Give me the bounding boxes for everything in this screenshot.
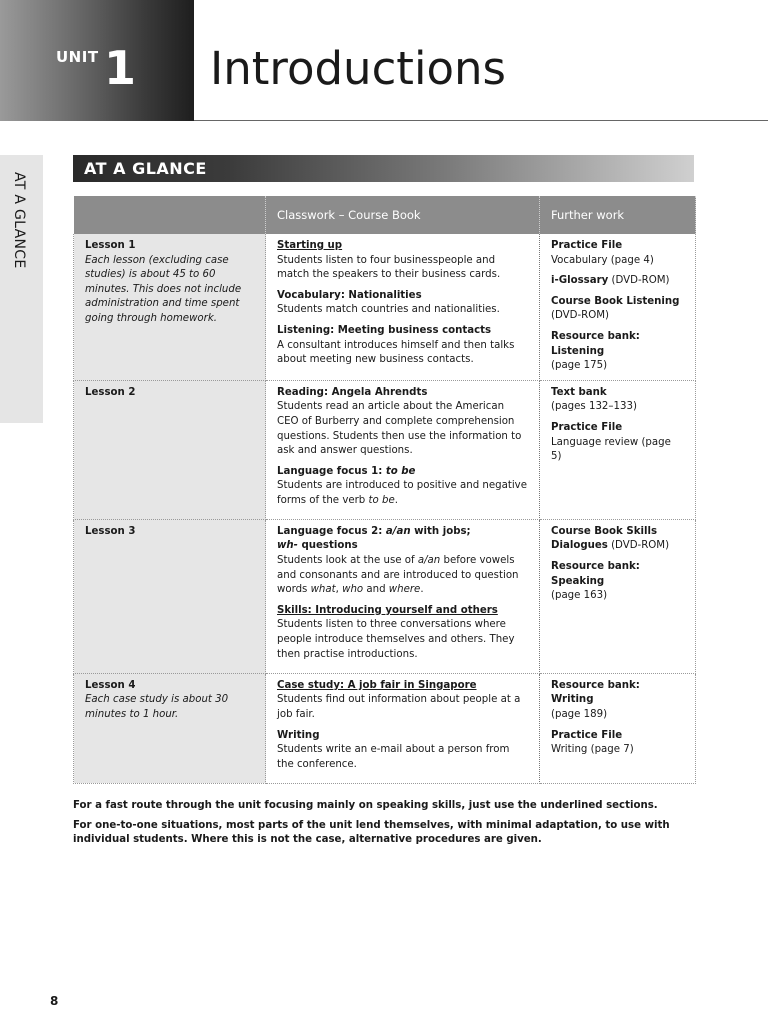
table-row	[74, 234, 696, 380]
classwork-item-text: Students find out information about people at a job fair.	[277, 694, 521, 720]
side-tab-label: AT A GLANCE	[11, 172, 27, 269]
classwork-item-text	[277, 554, 528, 598]
classwork-item	[277, 289, 528, 318]
lesson-cell	[74, 519, 266, 673]
further-work-detail: (page 189)	[551, 708, 608, 720]
further-work-title: Resource bank: Listening	[551, 330, 640, 357]
further-work-cell	[540, 380, 696, 519]
further-work-detail: (page 163)	[551, 590, 608, 602]
further-work-cell	[540, 673, 696, 783]
classwork-item-title: Starting up	[277, 240, 343, 251]
lesson-cell	[74, 234, 266, 380]
classwork-item-text: A consultant introduces himself and then talks about meeting new business contacts.	[277, 339, 515, 366]
column-header-classwork: Classwork – Course Book	[266, 196, 540, 234]
classwork-cell	[266, 519, 540, 673]
further-work-cell	[540, 519, 696, 673]
table-row	[74, 380, 696, 519]
classwork-item	[277, 604, 528, 662]
classwork-item-text: Students match countries and nationalities.	[277, 304, 500, 316]
text-part: .	[394, 494, 398, 506]
title-part: Language focus 2:	[277, 525, 386, 537]
column-header-further-work: Further work	[540, 196, 696, 234]
text-part: before vowels and consonants and are introduced to question words	[277, 554, 519, 596]
text-part: where	[388, 584, 421, 596]
lesson-name: Lesson 4	[85, 679, 136, 691]
further-work-item	[551, 386, 684, 415]
further-work-item	[551, 274, 684, 289]
classwork-item-title: Vocabulary: Nationalities	[277, 289, 422, 301]
further-work-title: Text bank	[551, 386, 607, 398]
classwork-cell	[266, 673, 540, 783]
text-part: to be	[368, 494, 395, 506]
column-header-lesson	[74, 196, 266, 234]
header-divider	[194, 120, 768, 121]
further-work-detail: (DVD-ROM)	[607, 540, 670, 552]
further-work-item	[551, 729, 684, 758]
classwork-item	[277, 679, 528, 723]
classwork-item-text: Students listen to four businesspeople and match the speakers to their business cards.	[277, 254, 501, 281]
lesson-cell	[74, 673, 266, 783]
lesson-cell	[74, 380, 266, 519]
text-part: Students look at the use of	[277, 554, 418, 566]
classwork-item	[277, 386, 528, 459]
classwork-item-text: Students write an e-mail about a person from the conference.	[277, 744, 510, 770]
further-work-title: Practice File	[551, 421, 623, 433]
table-row	[74, 519, 696, 673]
classwork-item-title: Listening: Meeting business contacts	[277, 324, 492, 336]
lesson-name: Lesson 2	[85, 386, 136, 398]
text-part: and	[363, 584, 389, 596]
further-work-detail: Vocabulary (page 4)	[551, 254, 654, 266]
lesson-note: Each case study is about 30 minutes to 1 hour.	[85, 694, 229, 720]
classwork-item-text: Students read an article about the American CEO of Burberry and complete comprehension questions. Students then use the information to ask and answer questions.	[277, 401, 522, 457]
table-header-row	[74, 196, 696, 234]
unit-number: 1	[104, 41, 137, 95]
further-work-item	[551, 330, 684, 374]
table-row	[74, 673, 696, 783]
further-work-item	[551, 525, 684, 554]
footnote-one-to-one: For one-to-one situations, most parts of the unit lend themselves, with minimal adaptation, to use with individual students. Where this is not the case, alternative procedures are given.	[73, 820, 670, 845]
page-title: Introductions	[210, 42, 506, 95]
classwork-item-title: Reading: Angela Ahrendts	[277, 386, 428, 398]
classwork-item-text	[277, 479, 528, 508]
further-work-item	[551, 295, 684, 324]
classwork-item	[277, 525, 528, 598]
lesson-name: Lesson 1	[85, 240, 136, 251]
classwork-cell	[266, 234, 540, 380]
title-part: with jobs;	[410, 525, 471, 537]
further-work-title: Practice File	[551, 240, 623, 251]
further-work-detail: Language review (page 5)	[551, 436, 671, 463]
further-work-detail: (DVD-ROM)	[551, 310, 609, 322]
page-number: 8	[50, 994, 59, 1008]
further-work-title: Practice File	[551, 729, 623, 741]
title-part: a/an	[385, 525, 411, 537]
classwork-item	[277, 465, 528, 509]
unit-label: UNIT	[56, 48, 99, 66]
further-work-item	[551, 239, 684, 268]
further-work-detail: (page 175)	[551, 360, 608, 372]
further-work-cell	[540, 234, 696, 380]
further-work-item	[551, 679, 684, 723]
classwork-item	[277, 729, 528, 773]
further-work-title: Resource bank: Writing	[551, 679, 640, 706]
text-part: .	[420, 584, 424, 596]
further-work-item	[551, 421, 684, 465]
text-part: who	[342, 584, 364, 596]
text-part: Students are introduced to positive and negative forms of the verb	[277, 480, 527, 506]
title-part: to be	[385, 465, 416, 477]
classwork-item-title: Writing	[277, 729, 320, 741]
title-part: Language focus 1:	[277, 465, 386, 477]
classwork-item	[277, 239, 528, 283]
text-part: ,	[335, 584, 343, 596]
further-work-title: Course Book Skills	[551, 525, 658, 537]
classwork-item-title: Skills: Introducing yourself and others	[277, 604, 498, 616]
classwork-item-title	[277, 525, 528, 554]
text-part: what	[310, 584, 336, 596]
further-work-title: i-Glossary	[551, 275, 609, 287]
at-a-glance-table	[73, 196, 696, 784]
lesson-note: Each lesson (excluding case studies) is about 45 to 60 minutes. This does not include administration and time spent going through homework.	[85, 254, 242, 324]
title-part: questions	[297, 540, 358, 552]
classwork-item-title	[277, 465, 528, 480]
further-work-title: Dialogues	[551, 540, 608, 552]
further-work-item	[551, 560, 684, 604]
classwork-item	[277, 324, 528, 368]
title-part: wh-	[277, 540, 298, 552]
further-work-detail: (DVD-ROM)	[608, 275, 670, 287]
further-work-title: Course Book Listening	[551, 295, 680, 307]
further-work-detail: (pages 132–133)	[551, 401, 637, 413]
further-work-detail: Writing (page 7)	[551, 744, 634, 756]
footnote-fast-route: For a fast route through the unit focusing mainly on speaking skills, just use the underlined sections.	[73, 800, 658, 811]
section-title: AT A GLANCE	[84, 159, 207, 178]
classwork-item-title: Case study: A job fair in Singapore	[277, 679, 477, 691]
classwork-item-text: Students listen to three conversations where people introduce themselves and others. They then practise introductions.	[277, 619, 515, 660]
classwork-cell	[266, 380, 540, 519]
further-work-title: Resource bank: Speaking	[551, 560, 640, 587]
lesson-name: Lesson 3	[85, 525, 136, 537]
text-part: a/an	[417, 554, 441, 566]
